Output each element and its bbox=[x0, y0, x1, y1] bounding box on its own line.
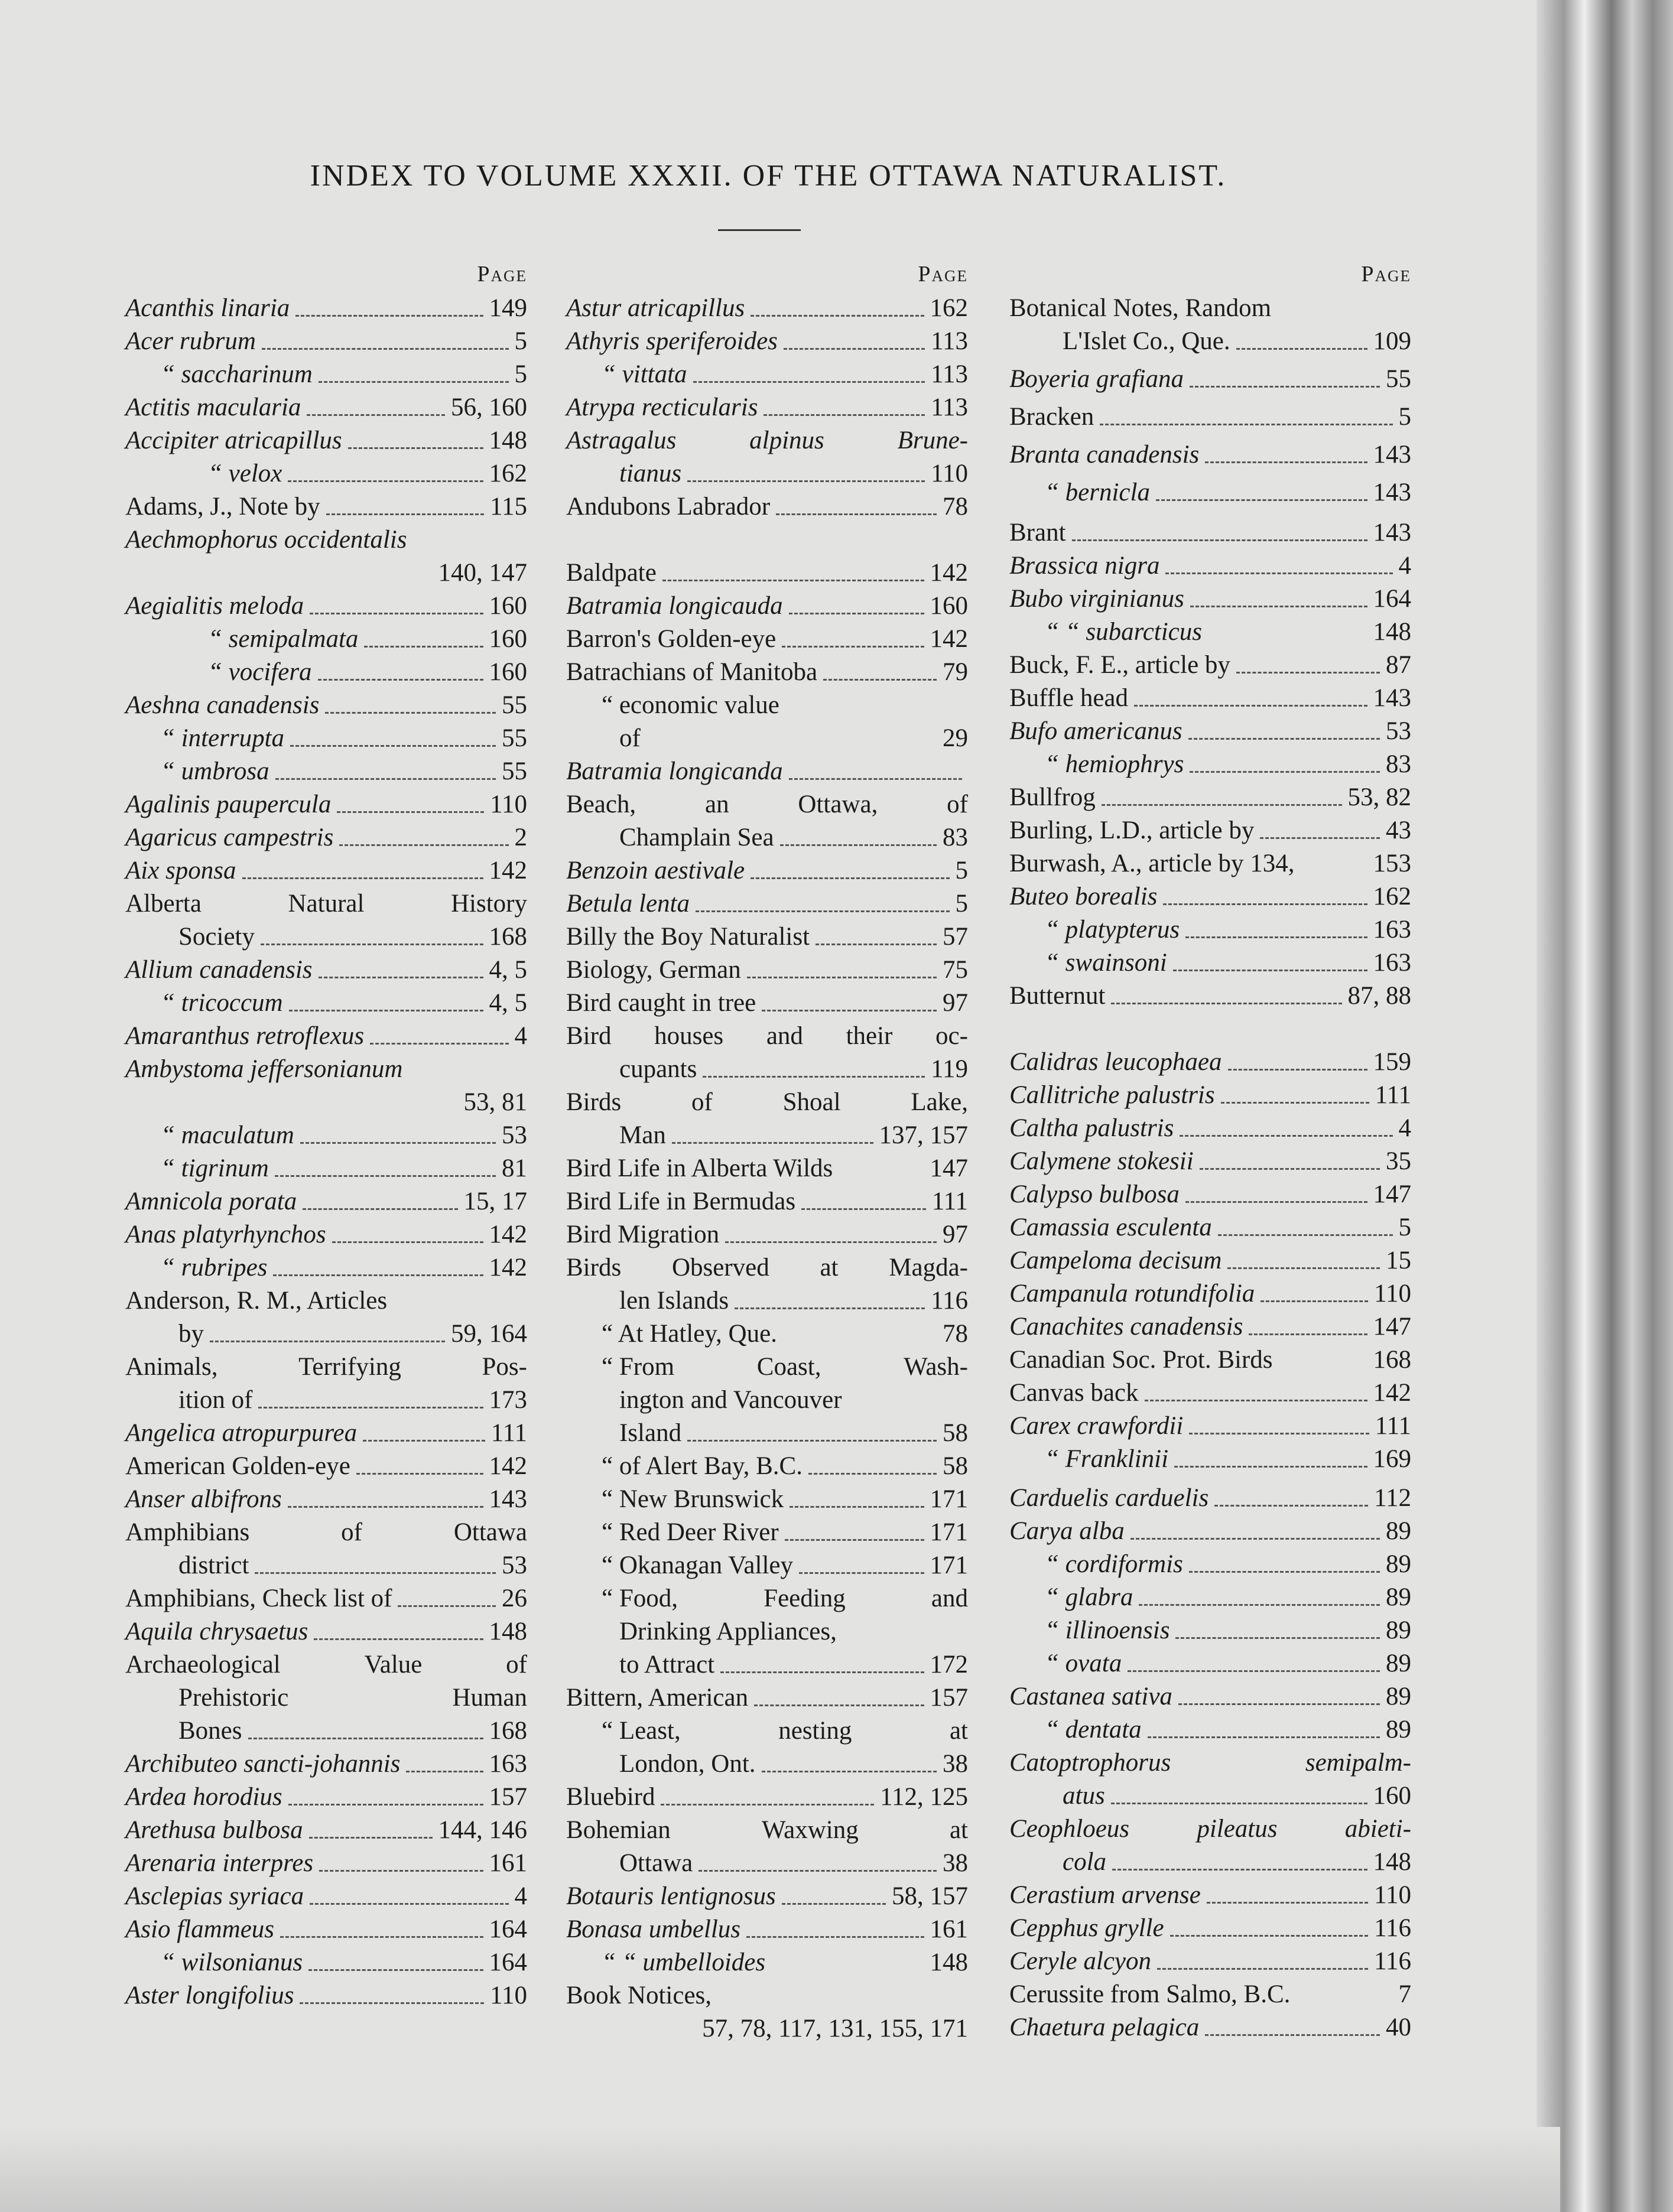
index-entry: Betula lenta 5 bbox=[566, 890, 968, 918]
index-entry: “ bernicla 143 bbox=[1045, 479, 1411, 506]
index-entry-cont: London, Ont. 38 bbox=[619, 1750, 968, 1778]
index-entry: Cerussite from Salmo, B.C. 7 bbox=[1009, 1980, 1411, 2008]
index-entry-cont: Champlain Sea 83 bbox=[619, 824, 968, 851]
index-entry: Canachites canadensis 147 bbox=[1009, 1313, 1411, 1341]
index-entry: Birds of Shoal Lake, bbox=[566, 1088, 968, 1116]
index-entry: Ceryle alcyon 116 bbox=[1009, 1947, 1411, 1975]
index-entry-cont: cupants 119 bbox=[619, 1055, 968, 1083]
index-entry-cont: tianus 110 bbox=[619, 460, 968, 487]
index-entry: American Golden-eye 142 bbox=[125, 1452, 527, 1480]
index-entry: Burwash, A., article by 134, 153 bbox=[1009, 850, 1411, 877]
index-entry: Carex crawfordii 111 bbox=[1009, 1412, 1411, 1440]
index-entry: Aechmophorus occidentalis bbox=[125, 526, 407, 554]
index-entry: Castanea sativa 89 bbox=[1009, 1683, 1411, 1710]
index-entry-pages: 140, 147 bbox=[438, 559, 527, 587]
index-entry: Batramia longicanda bbox=[566, 755, 968, 788]
index-entry: “ platypterus 163 bbox=[1045, 916, 1411, 944]
index-entry-cont: district 53 bbox=[178, 1551, 527, 1579]
index-entry: Acanthis linaria 149 bbox=[125, 294, 527, 322]
index-entry-pages: 53, 81 bbox=[463, 1088, 527, 1116]
index-entry: “ wilsonianus 164 bbox=[161, 1948, 527, 1976]
index-entry: Amphibians of Ottawa bbox=[125, 1518, 527, 1546]
index-entry: “ tigrinum 81 bbox=[161, 1154, 527, 1182]
index-entry: Aix sponsa 142 bbox=[125, 857, 527, 884]
index-entry: Benzoin aestivale 5 bbox=[566, 857, 968, 884]
index-entry: “ of Alert Bay, B.C. 58 bbox=[602, 1452, 968, 1480]
index-entry: Carduelis carduelis 112 bbox=[1009, 1484, 1411, 1512]
index-entry: “ Red Deer River 171 bbox=[602, 1518, 968, 1546]
index-entry: Caltha palustris 4 bbox=[1009, 1114, 1411, 1142]
index-entry: Aster longifolius 110 bbox=[125, 1982, 527, 2009]
index-entry: Barron's Golden-eye 142 bbox=[566, 625, 968, 653]
index-entry: Calidras leucophaea 159 bbox=[1009, 1048, 1411, 1076]
title-rule bbox=[718, 229, 801, 231]
index-entry: Callitriche palustris 111 bbox=[1009, 1081, 1411, 1109]
index-entry: Botanical Notes, Random bbox=[1009, 294, 1272, 322]
index-entry: “ economic value bbox=[602, 691, 779, 719]
index-entry: Asio flammeus 164 bbox=[125, 1915, 527, 1943]
index-entry: Archaeological Value of bbox=[125, 1651, 527, 1678]
index-entry: “ Food, Feeding and bbox=[602, 1585, 968, 1612]
page-title: INDEX TO VOLUME XXXII. OF THE OTTAWA NATURALIST. bbox=[310, 159, 1227, 193]
index-entry: “ velox 162 bbox=[208, 460, 527, 487]
index-entry: Accipiter atricapillus 148 bbox=[125, 427, 527, 454]
page-heading: Page bbox=[477, 262, 527, 287]
index-entry: Ardea horodius 157 bbox=[125, 1783, 527, 1811]
index-entry: Anser albifrons 143 bbox=[125, 1485, 527, 1513]
index-entry: Bluebird 112, 125 bbox=[566, 1783, 968, 1811]
index-entry: “ vocifera 160 bbox=[208, 658, 527, 686]
book-spine-edge bbox=[1536, 0, 1673, 2212]
index-entry: Cepphus grylle 116 bbox=[1009, 1914, 1411, 1942]
index-entry: Alberta Natural History bbox=[125, 890, 527, 918]
index-entry: Arethusa bulbosa 144, 146 bbox=[125, 1816, 527, 1844]
index-entry: Aeshna canadensis 55 bbox=[125, 691, 527, 719]
index-entry: Bullfrog 53, 82 bbox=[1009, 783, 1411, 811]
index-entry-cont: atus 160 bbox=[1063, 1782, 1411, 1810]
index-entry: Batramia longicauda 160 bbox=[566, 592, 968, 620]
index-entry: Arenaria interpres 161 bbox=[125, 1849, 527, 1877]
index-entry: Amaranthus retroflexus 4 bbox=[125, 1022, 527, 1050]
index-entry: Bracken 5 bbox=[1009, 403, 1411, 431]
index-entry: Allium canadensis 4, 5 bbox=[125, 956, 527, 984]
index-entry: Calypso bulbosa 147 bbox=[1009, 1180, 1411, 1208]
index-entry: Botauris lentignosus 58, 157 bbox=[566, 1882, 968, 1910]
index-entry-cont: Bones 168 bbox=[178, 1717, 527, 1745]
index-entry: “ At Hatley, Que. 78 bbox=[602, 1320, 968, 1348]
index-entry: Carya alba 89 bbox=[1009, 1517, 1411, 1545]
index-entry: Campanula rotundifolia 110 bbox=[1009, 1280, 1411, 1307]
index-entry: “ illinoensis 89 bbox=[1045, 1616, 1411, 1644]
index-entry: Bird Life in Bermudas 111 bbox=[566, 1188, 968, 1215]
index-entry-cont: Man 137, 157 bbox=[619, 1121, 968, 1149]
index-entry: Anderson, R. M., Articles bbox=[125, 1287, 388, 1315]
index-entry: Andubons Labrador 78 bbox=[566, 493, 968, 521]
index-entry: “ tricoccum 4, 5 bbox=[161, 989, 527, 1017]
index-entry: Camassia esculenta 5 bbox=[1009, 1214, 1411, 1241]
index-entry: Asclepias syriaca 4 bbox=[125, 1882, 527, 1910]
page-heading: Page bbox=[1361, 262, 1411, 287]
index-entry: Agaricus campestris 2 bbox=[125, 824, 527, 851]
index-entry: Cerastium arvense 110 bbox=[1009, 1881, 1411, 1909]
index-entry-cont: len Islands 116 bbox=[619, 1287, 968, 1315]
index-entry-cont: of 29 bbox=[619, 724, 968, 752]
index-entry: Buck, F. E., article by 87 bbox=[1009, 651, 1411, 679]
index-entry: “ “ subarcticus 148 bbox=[1045, 618, 1411, 646]
index-entry: Atrypa recticularis 113 bbox=[566, 393, 968, 421]
index-entry: “ dentata 89 bbox=[1045, 1716, 1411, 1743]
index-entry: “ Okanagan Valley 171 bbox=[602, 1551, 968, 1579]
index-entry-pages: 57, 78, 117, 131, 155, 171 bbox=[702, 2015, 968, 2042]
index-column-3 bbox=[1009, 261, 1411, 2044]
index-entry: Batrachians of Manitoba 79 bbox=[566, 658, 968, 686]
index-entry: Biology, German 75 bbox=[566, 956, 968, 984]
index-column-2 bbox=[566, 261, 968, 2045]
index-entry: Ceophloeus pileatus abieti- bbox=[1009, 1815, 1411, 1843]
index-entry-cont: ington and Vancouver bbox=[619, 1386, 842, 1414]
index-entry: “ hemiophrys 83 bbox=[1045, 750, 1411, 778]
index-entry: “ From Coast, Wash- bbox=[602, 1353, 968, 1381]
index-entry: “ saccharinum 5 bbox=[161, 360, 527, 388]
index-entry-cont: Ottawa 38 bbox=[619, 1849, 968, 1877]
index-entry: Bird Migration 97 bbox=[566, 1221, 968, 1248]
index-entry: Bubo virginianus 164 bbox=[1009, 585, 1411, 613]
index-entry: “ “ umbelloides 148 bbox=[602, 1948, 968, 1976]
index-entry: Actitis macularia 56, 160 bbox=[125, 393, 527, 421]
index-entry: “ interrupta 55 bbox=[161, 724, 527, 752]
index-entry: “ maculatum 53 bbox=[161, 1121, 527, 1149]
index-entry: Brant 143 bbox=[1009, 519, 1411, 547]
index-entry: Adams, J., Note by 115 bbox=[125, 493, 527, 521]
index-entry-cont: Island 58 bbox=[619, 1419, 968, 1447]
index-entry-cont: Society 168 bbox=[178, 923, 527, 951]
index-entry: “ ovata 89 bbox=[1045, 1650, 1411, 1677]
index-entry: Bonasa umbellus 161 bbox=[566, 1915, 968, 1943]
index-entry: Buffle head 143 bbox=[1009, 684, 1411, 712]
index-entry: “ swainsoni 163 bbox=[1045, 949, 1411, 977]
index-entry: Ambystoma jeffersonianum bbox=[125, 1055, 403, 1083]
index-entry: Beach, an Ottawa, of bbox=[566, 791, 968, 818]
index-entry: Archibuteo sancti-johannis 163 bbox=[125, 1750, 527, 1778]
index-entry: Buteo borealis 162 bbox=[1009, 883, 1411, 910]
index-entry: Bufo americanus 53 bbox=[1009, 717, 1411, 745]
index-entry-cont: Prehistoric Human bbox=[178, 1684, 527, 1712]
index-entry: Bohemian Waxwing at bbox=[566, 1816, 968, 1844]
index-entry: Baldpate 142 bbox=[566, 559, 968, 587]
index-entry: Bittern, American 157 bbox=[566, 1684, 968, 1712]
index-entry: Astur atricapillus 162 bbox=[566, 294, 968, 322]
index-entry: “ New Brunswick 171 bbox=[602, 1485, 968, 1513]
index-entry: Agalinis paupercula 110 bbox=[125, 791, 527, 818]
index-entry: Chaetura pelagica 40 bbox=[1009, 2013, 1411, 2041]
index-entry: “ rubripes 142 bbox=[161, 1254, 527, 1281]
index-entry: Anas platyrhynchos 142 bbox=[125, 1221, 527, 1248]
index-entry-cont: L'Islet Co., Que. 109 bbox=[1063, 327, 1411, 355]
index-entry: Acer rubrum 5 bbox=[125, 327, 527, 355]
index-entry: Calymene stokesii 35 bbox=[1009, 1147, 1411, 1175]
page-shadow bbox=[0, 2127, 1560, 2212]
index-entry: “ Franklinii 169 bbox=[1045, 1445, 1411, 1473]
index-entry: Branta canadensis 143 bbox=[1009, 441, 1411, 469]
index-entry: Campeloma decisum 15 bbox=[1009, 1247, 1411, 1274]
index-entry: “ umbrosa 55 bbox=[161, 757, 527, 785]
index-entry: Athyris speriferoides 113 bbox=[566, 327, 968, 355]
index-entry: “ cordiformis 89 bbox=[1045, 1550, 1411, 1578]
index-entry: Astragalus alpinus Brune- bbox=[566, 427, 968, 454]
index-entry-cont: to Attract 172 bbox=[619, 1651, 968, 1678]
index-entry: Book Notices, bbox=[566, 1982, 712, 2009]
index-entry: Canvas back 142 bbox=[1009, 1379, 1411, 1407]
index-entry: Birds Observed at Magda- bbox=[566, 1254, 968, 1281]
index-entry-cont: Drinking Appliances, bbox=[619, 1618, 837, 1645]
page-heading: Page bbox=[918, 262, 968, 287]
index-entry: Animals, Terrifying Pos- bbox=[125, 1353, 527, 1381]
index-entry: Brassica nigra 4 bbox=[1009, 552, 1411, 580]
index-column-1 bbox=[125, 261, 527, 2012]
index-entry: Catoptrophorus semipalm- bbox=[1009, 1749, 1411, 1777]
index-entry: Aquila chrysaetus 148 bbox=[125, 1618, 527, 1645]
index-entry-cont: cola 148 bbox=[1063, 1848, 1411, 1876]
index-entry: Bird houses and their oc- bbox=[566, 1022, 968, 1050]
index-entry: Billy the Boy Naturalist 57 bbox=[566, 923, 968, 951]
index-entry: Burling, L.D., article by 43 bbox=[1009, 817, 1411, 844]
index-entry: “ glabra 89 bbox=[1045, 1583, 1411, 1611]
index-entry: Amnicola porata 15, 17 bbox=[125, 1188, 527, 1215]
index-entry: “ Least, nesting at bbox=[602, 1717, 968, 1745]
index-entry: Bird Life in Alberta Wilds 147 bbox=[566, 1154, 968, 1182]
index-entry: Amphibians, Check list of 26 bbox=[125, 1585, 527, 1612]
index-entry: “ semipalmata 160 bbox=[208, 625, 527, 653]
index-entry: Angelica atropurpurea 111 bbox=[125, 1419, 527, 1447]
index-entry: Bird caught in tree 97 bbox=[566, 989, 968, 1017]
index-entry: Canadian Soc. Prot. Birds 168 bbox=[1009, 1346, 1411, 1374]
index-entry: “ vittata 113 bbox=[602, 360, 968, 388]
index-entry: Butternut 87, 88 bbox=[1009, 982, 1411, 1010]
index-entry-cont: by 59, 164 bbox=[178, 1320, 527, 1348]
index-entry-cont: ition of 173 bbox=[178, 1386, 527, 1414]
index-entry: Aegialitis meloda 160 bbox=[125, 592, 527, 620]
index-entry: Boyeria grafiana 55 bbox=[1009, 365, 1411, 393]
